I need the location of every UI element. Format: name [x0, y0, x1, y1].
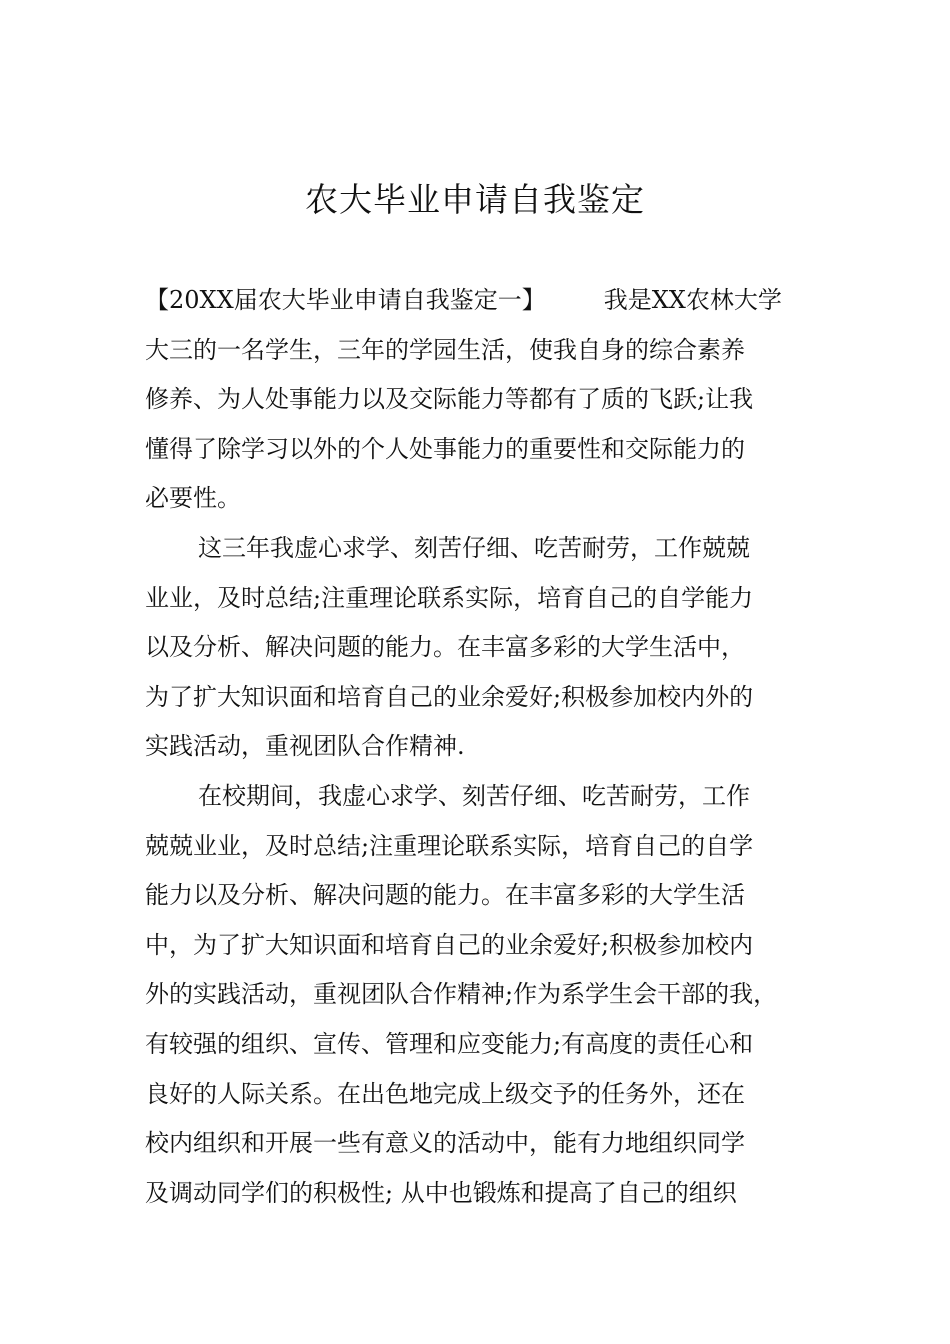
paragraph-text: 我是XX农林大学 [603, 286, 782, 314]
paragraph-2 [145, 524, 825, 772]
paragraph-line: 业业，及时总结;注重理论联系实际，培育自己的自学能力 [145, 583, 754, 612]
paragraph-line: 修养、为人处事能力以及交际能力等都有了质的飞跃;让我 [145, 385, 754, 414]
document-title: 农大毕业申请自我鉴定 [305, 180, 645, 219]
paragraph-line: 良好的人际关系。在出色地完成上级交予的任务外，还在 [145, 1079, 745, 1108]
paragraph-line: 及调动同学们的积极性; 从中也锻炼和提高了自己的组织 [145, 1178, 737, 1207]
paragraph-3 [145, 772, 825, 1218]
paragraph-line: 校内组织和开展一些有意义的活动中，能有力地组织同学 [145, 1129, 745, 1158]
paragraph-line: 外的实践活动，重视团队合作精神;作为系学生会干部的我， [145, 980, 778, 1009]
paragraph-line: 兢兢业业，及时总结;注重理论联系实际，培育自己的自学 [145, 831, 754, 860]
paragraph-line [145, 276, 825, 326]
paragraph-line: 这三年我虚心求学、刻苦仔细、吃苦耐劳，工作兢兢 [198, 533, 750, 562]
paragraph-1 [145, 276, 825, 524]
paragraph-line: 为了扩大知识面和培育自己的业余爱好;积极参加校内外的 [145, 682, 754, 711]
document-body [145, 276, 825, 1218]
paragraph-line: 有较强的组织、宣传、管理和应变能力;有高度的责任心和 [145, 1029, 754, 1058]
section-label: 【20XX届农大毕业申请自我鉴定一】 [145, 286, 546, 314]
paragraph-line: 实践活动，重视团队合作精神. [145, 732, 465, 761]
paragraph-line: 在校期间，我虚心求学、刻苦仔细、吃苦耐劳，工作 [198, 781, 750, 810]
paragraph-line: 中，为了扩大知识面和培育自己的业余爱好;积极参加校内 [145, 930, 754, 959]
paragraph-line: 以及分析、解决问题的能力。在丰富多彩的大学生活中， [145, 633, 745, 662]
paragraph-line: 懂得了除学习以外的个人处事能力的重要性和交际能力的 [145, 434, 745, 463]
paragraph-line: 能力以及分析、解决问题的能力。在丰富多彩的大学生活 [145, 881, 745, 910]
paragraph-line: 必要性。 [145, 484, 241, 513]
paragraph-line: 大三的一名学生，三年的学园生活，使我自身的综合素养 [145, 335, 745, 364]
